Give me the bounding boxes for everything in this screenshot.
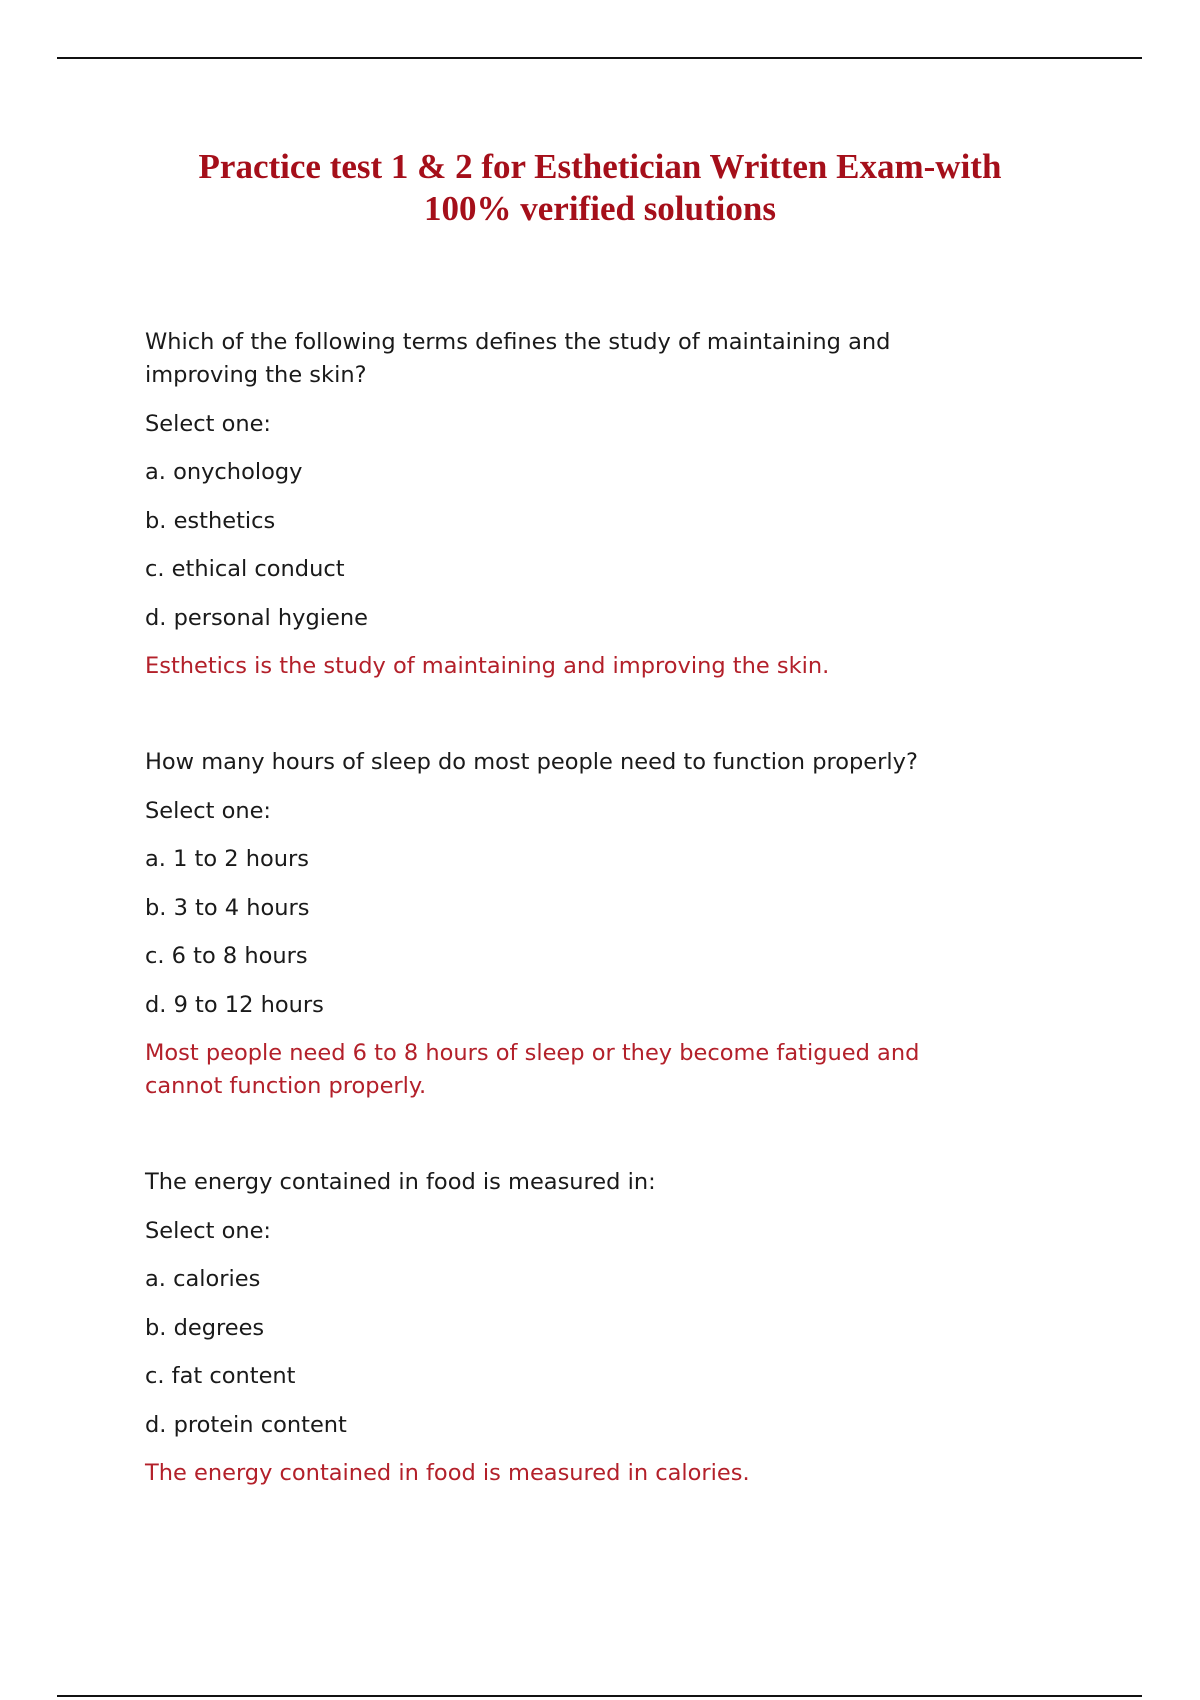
answer-explanation: The energy contained in food is measured in calories. (145, 1460, 750, 1486)
question-block-2 (145, 746, 975, 1103)
question-text: How many hours of sleep do most people need to function properly? (145, 749, 918, 775)
option-a: a. onychology (145, 459, 303, 485)
option-c: c. ethical conduct (145, 556, 345, 582)
footer-rule (57, 1695, 1142, 1697)
title-line-1: Practice test 1 & 2 for Esthetician Written Exam-with (198, 147, 1002, 186)
option-d: d. 9 to 12 hours (145, 991, 324, 1018)
question-list (145, 326, 975, 1553)
title-line-2: 100% verified solutions (424, 189, 776, 228)
question-text: The energy contained in food is measured in: (145, 1169, 656, 1195)
answer-explanation: Most people need 6 to 8 hours of sleep or they become fatigued and cannot function properly. (145, 1040, 920, 1099)
option-a: a. calories (145, 1266, 261, 1292)
option-b: b. esthetics (145, 507, 276, 534)
select-prompt: Select one: (145, 797, 272, 824)
document-title (0, 146, 1200, 230)
question-text: Which of the following terms defines the study of maintaining and improving the skin? (145, 329, 891, 388)
option-c: c. fat content (145, 1363, 296, 1389)
option-d: d. protein content (145, 1411, 347, 1438)
option-b: b. degrees (145, 1314, 265, 1341)
select-prompt: Select one: (145, 410, 272, 437)
header-rule (57, 57, 1142, 59)
question-block-1 (145, 326, 975, 683)
option-a: a. 1 to 2 hours (145, 846, 310, 872)
option-d: d. personal hygiene (145, 604, 368, 631)
option-c: c. 6 to 8 hours (145, 943, 308, 969)
select-prompt: Select one: (145, 1217, 272, 1244)
answer-explanation: Esthetics is the study of maintaining and improving the skin. (145, 653, 830, 679)
question-block-3 (145, 1166, 975, 1490)
option-b: b. 3 to 4 hours (145, 894, 310, 921)
